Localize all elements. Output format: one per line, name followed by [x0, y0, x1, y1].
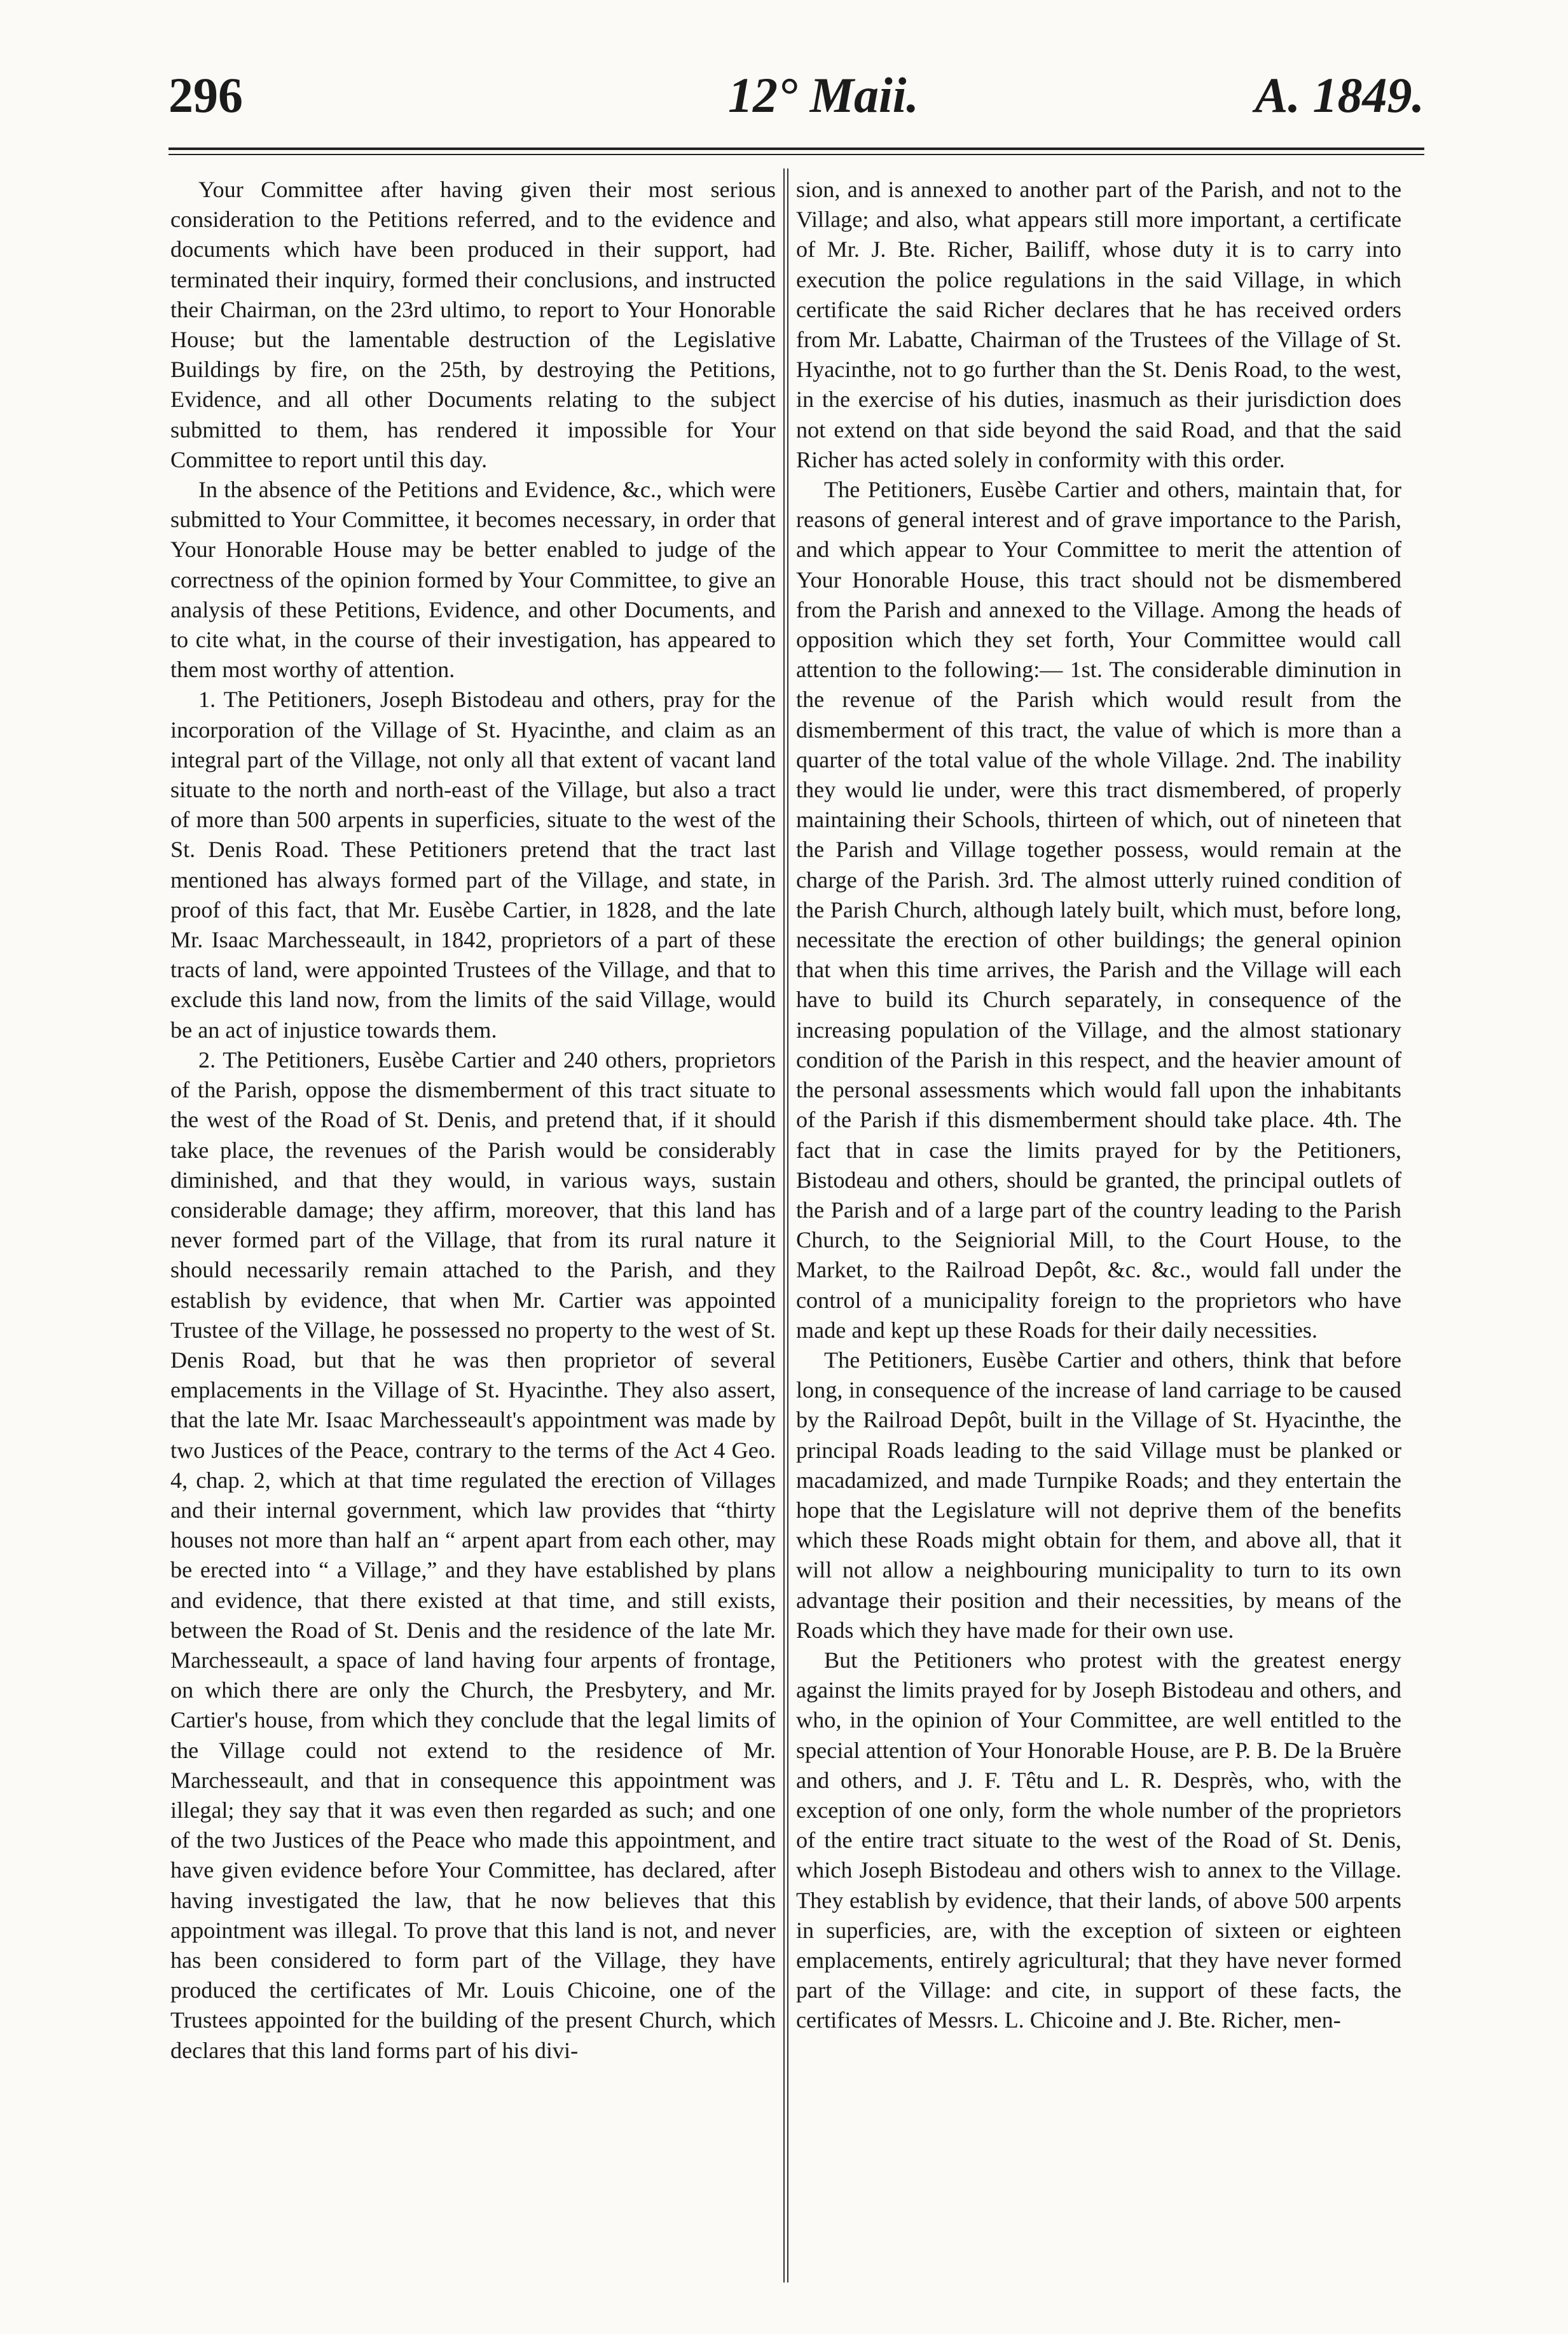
paragraph: The Petitioners, Eusèbe Cartier and others, think that before long, in consequence of the increase of land carriage to be caused by the Railroad Depôt, built in the Village of St. Hyacinthe, the principal Roads leading to the said Village must be planked or macadamized, and made Turnpike Roads; and they entertain the hope that the Legislature will not deprive them of the benefits which these Roads might obtain for them, and above all, that it will not allow a neighbouring municipality to turn to its own advantage their position and their necessities, by means of the Roads which they have made for their own use. [796, 1347, 1401, 1643]
paragraph: 2. The Petitioners, Eusèbe Cartier and 240 others, proprietors of the Parish, oppose the dismemberment of this tract situate to the west of the Road of St. Denis, and pretend that, if it should take place, the revenues of the Parish would be considerably diminished, and that they would, in various ways, sustain considerable damage; they affirm, moreover, that this land has never formed part of the Village, that from its rural nature it should necessarily remain attached to the Parish, and they establish by evidence, that when Mr. Cartier was appointed Trustee of the Village, he possessed no property to the west of St. Denis Road, but that he was then proprietor of several emplacements in the Village of St. Hyacinthe. They also assert, that the late Mr. Isaac Marchesseault's appointment was made by two Justices of the Peace, contrary to the terms of the Act 4 Geo. 4, chap. 2, which at that time regulated the erection of Villages and their internal government, which law provides that “thirty houses not more than half an “ arpent apart from each other, may be erected into “ a Village,” and they have established by plans and evidence, that there existed at that time, and still exists, between the Road of St. Denis and the residence of the late Mr. Marchesseault, a space of land having four arpents of frontage, on which there are only the Church, the Presbytery, and Mr. Cartier's house, from which they conclude that the legal limits of the Village could not extend to the residence of Mr. Marchesseault, and that in consequence this appointment was illegal; they say that it was even then regarded as such; and one of the two Justices of the Peace who made this appointment, and have given evidence before Your Committee, has declared, after having investigated the law, that he now believes that this appointment was illegal. To prove that this land is not, and never has been considered to form part of the Village, they have produced the certificates of Mr. Louis Chicoine, one of the Trustees appointed for the building of the present Church, which declares that this land forms part of his divi- [170, 1047, 776, 2063]
column-divider [787, 168, 788, 2283]
paragraph: But the Petitioners who protest with the greatest energy against the limits prayed for by Joseph Bistodeau and others, and who, in the opinion of Your Committee, are well entitled to the special attention of Your Honorable House, are P. B. De la Bruère and others, and J. F. Têtu and L. R. Desprès, who, with the exception of one only, form the whole number of the proprietors of the entire tract situate to the west of the Road of St. Denis, which Joseph Bistodeau and others wish to annex to the Village. They establish by evidence, that their lands, of above 500 arpents in superficies, are, with the exception of sixteen or eighteen emplacements, entirely agricultural; that they have never formed part of the Village: and cite, in support of these facts, the certificates of Messrs. L. Chicoine and J. Bte. Richer, men- [796, 1647, 1401, 2033]
page-number: 296 [168, 67, 243, 123]
header-date: 12° Maii. [728, 67, 919, 123]
header-rule-thin [168, 154, 1424, 155]
header-year: A. 1849. [1255, 67, 1424, 123]
column-divider [783, 168, 785, 2283]
page-header [168, 60, 1424, 130]
right-column [796, 175, 1401, 2273]
header-rule-thick [168, 148, 1424, 150]
paragraph: The Petitioners, Eusèbe Cartier and others, maintain that, for reasons of general interest and of grave importance to the Parish, and which appear to Your Committee to merit the attention of Your Honorable House, this tract should not be dismembered from the Parish and annexed to the Village. Among the heads of opposition which they set forth, Your Committee would call attention to the following:— 1st. The considerable diminution in the revenue of the Parish which would result from the dismemberment of this tract, the value of which is more than a quarter of the total value of the whole Village. 2nd. The inability they would lie under, were this tract dismembered, of properly maintaining their Schools, thirteen of which, out of nineteen that the Parish and Village together possess, would remain at the charge of the Parish. 3rd. The almost utterly ruined condition of the Parish Church, although lately built, which must, before long, necessitate the erection of other buildings; the general opinion that when this time arrives, the Parish and the Village will each have to build its Church separately, in consequence of the increasing population of the Village, and the almost stationary condition of the Parish in this respect, and the heavier amount of the personal assessments which would fall upon the inhabitants of the Parish if this dismemberment should take place. 4th. The fact that in case the limits prayed for by the Petitioners, Bistodeau and others, should be granted, the principal outlets of the Parish and of a large part of the country leading to the Parish Church, to the Seigniorial Mill, to the Court House, to the Market, to the Railroad Depôt, &c. &c., would fall under the control of a municipality foreign to the proprietors who have made and kept up these Roads for their daily necessities. [796, 477, 1401, 1343]
paragraph: In the absence of the Petitions and Evidence, &c., which were submitted to Your Committee, it becomes necessary, in order that Your Honorable House may be better enabled to judge of the correctness of the opinion formed by Your Committee, to give an analysis of these Petitions, Evidence, and other Documents, and to cite what, in the course of their investigation, has appeared to them most worthy of attention. [170, 477, 776, 683]
paragraph: sion, and is annexed to another part of the Parish, and not to the Village; and also, what appears still more important, a certificate of Mr. J. Bte. Richer, Bailiff, whose duty it is to carry into execution the police regulations in the said Village, in which certificate the said Richer declares that he has received orders from Mr. Labatte, Chairman of the Trustees of the Village of St. Hyacinthe, not to go further than the St. Denis Road, to the west, in the exercise of his duties, inasmuch as their jurisdiction does not extend on that side beyond the said Road, and that the said Richer has acted solely in conformity with this order. [796, 177, 1401, 472]
paragraph: Your Committee after having given their most serious consideration to the Petitions referred, and to the evidence and documents which have been produced in their support, had terminated their inquiry, formed their conclusions, and instructed their Chairman, on the 23rd ultimo, to report to Your Honorable House; but the lamentable destruction of the Legislative Buildings by fire, on the 25th, by destroying the Petitions, Evidence, and all other Documents relating to the subject submitted to them, has rendered it impossible for Your Committee to report until this day. [170, 177, 776, 472]
paragraph: 1. The Petitioners, Joseph Bistodeau and others, pray for the incorporation of the Village of St. Hyacinthe, and claim as an integral part of the Village, not only all that extent of vacant land situate to the north and north-east of the Village, but also a tract of more than 500 arpents in superficies, situate to the west of the St. Denis Road. These Petitioners pretend that the tract last mentioned has always formed part of the Village, and state, in proof of this fact, that Mr. Eusèbe Cartier, in 1828, and the late Mr. Isaac Marchesseault, in 1842, proprietors of a part of these tracts of land, were appointed Trustees of the Village, and that to exclude this land now, from the limits of the said Village, would be an act of injustice towards them. [170, 687, 776, 1043]
left-column [170, 175, 776, 2273]
